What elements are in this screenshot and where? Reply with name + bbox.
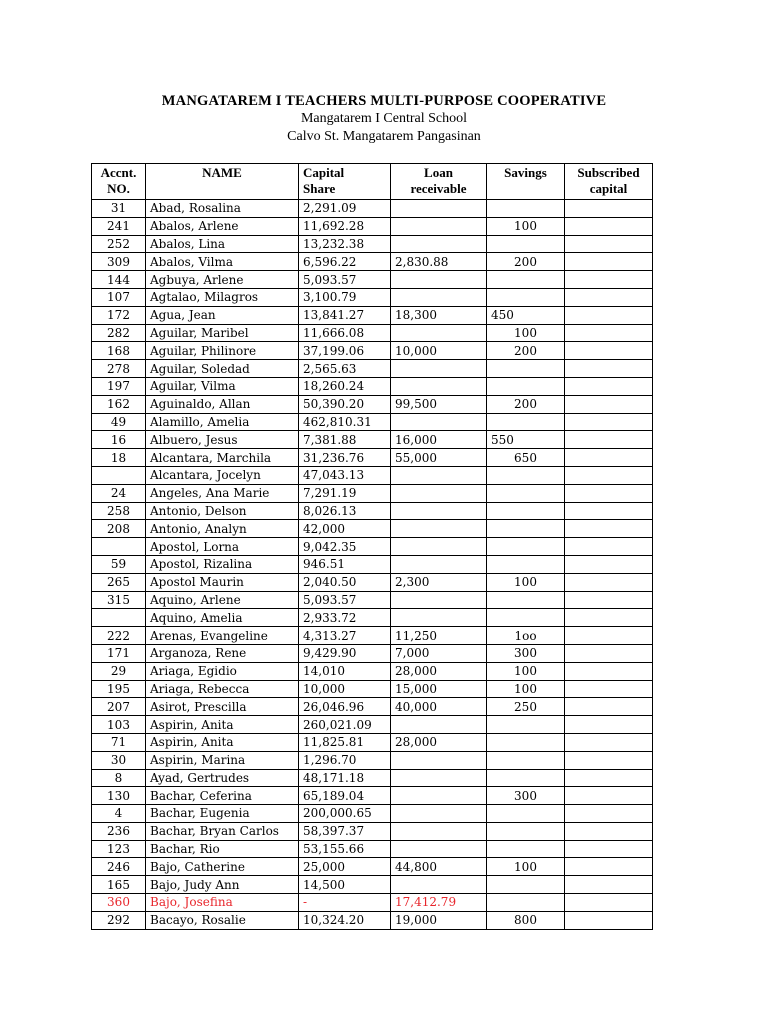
table-row [92,360,653,378]
member-name-cell: Ariaga, Rebecca [146,680,299,698]
table-row [92,431,653,449]
table-row [92,538,653,556]
member-name-cell: Alcantara, Marchila [146,449,299,467]
member-name-cell: Apostol, Lorna [146,538,299,556]
table-row [92,787,653,805]
loan-receivable-cell [391,413,487,431]
account-number-cell: 292 [92,911,146,929]
savings-cell: 100 [487,573,565,591]
member-name-cell: Aguilar, Vilma [146,377,299,395]
capital-share-cell: 37,199.06 [299,342,391,360]
member-name-cell: Antonio, Analyn [146,520,299,538]
table-row [92,911,653,929]
subscribed-capital-cell [565,573,653,591]
account-number-cell: 222 [92,627,146,645]
school-name: Mangatarem I Central School [300,111,467,126]
table-row [92,288,653,306]
loan-receivable-cell: 40,000 [391,698,487,716]
loan-receivable-cell [391,822,487,840]
capital-share-cell: 48,171.18 [299,769,391,787]
savings-cell [487,466,565,484]
capital-share-cell: 2,040.50 [299,573,391,591]
capital-share-cell: 10,324.20 [299,911,391,929]
table-row [92,609,653,627]
account-number-cell [92,538,146,556]
member-name-cell: Ariaga, Egidio [146,662,299,680]
table-row [92,306,653,324]
account-number-cell: 18 [92,449,146,467]
member-name-cell: Ayad, Gertrudes [146,769,299,787]
account-number-cell: 171 [92,644,146,662]
member-name-cell: Abalos, Vilma [146,253,299,271]
member-name-cell: Alamillo, Amelia [146,413,299,431]
loan-receivable-cell: 11,250 [391,627,487,645]
member-name-cell: Bajo, Judy Ann [146,876,299,894]
member-name-cell: Apostol, Rizalina [146,555,299,573]
capital-share-cell: 2,565.63 [299,360,391,378]
loan-receivable-cell [391,840,487,858]
loan-receivable-cell [391,271,487,289]
subscribed-capital-cell [565,253,653,271]
savings-cell [487,502,565,520]
subscribed-capital-cell [565,840,653,858]
member-name-cell: Agua, Jean [146,306,299,324]
subscribed-capital-cell [565,342,653,360]
subscribed-capital-cell [565,431,653,449]
capital-share-cell: 260,021.09 [299,716,391,734]
savings-cell [487,200,565,218]
members-table [91,163,653,930]
loan-receivable-cell [391,769,487,787]
loan-receivable-cell: 17,412.79 [391,894,487,912]
capital-share-cell: 11,825.81 [299,733,391,751]
member-name-cell: Aspirin, Marina [146,751,299,769]
table-row [92,680,653,698]
subscribed-capital-cell [565,324,653,342]
savings-cell [487,271,565,289]
table-row [92,644,653,662]
account-number-cell: 16 [92,431,146,449]
subscribed-capital-cell [565,822,653,840]
loan-receivable-cell [391,716,487,734]
table-row [92,484,653,502]
savings-cell: 450 [487,306,565,324]
subscribed-capital-cell [565,698,653,716]
account-number-cell: 208 [92,520,146,538]
member-name-cell: Aguilar, Soledad [146,360,299,378]
subscribed-capital-cell [565,662,653,680]
savings-cell: 550 [487,431,565,449]
capital-share-cell: 4,313.27 [299,627,391,645]
table-row [92,698,653,716]
account-number-cell: 197 [92,377,146,395]
savings-cell [487,288,565,306]
savings-cell: 100 [487,662,565,680]
subscribed-capital-cell [565,787,653,805]
loan-receivable-cell [391,288,487,306]
account-number-cell: 103 [92,716,146,734]
capital-share-cell: 200,000.65 [299,805,391,823]
savings-cell [487,538,565,556]
table-row [92,217,653,235]
savings-cell: 100 [487,858,565,876]
loan-receivable-cell: 28,000 [391,733,487,751]
loan-receivable-cell: 19,000 [391,911,487,929]
loan-receivable-cell [391,787,487,805]
account-number-cell: 282 [92,324,146,342]
account-number-cell: 246 [92,858,146,876]
account-number-cell [92,609,146,627]
savings-cell [487,413,565,431]
account-number-cell: 236 [92,822,146,840]
capital-share-cell: 9,042.35 [299,538,391,556]
account-number-cell: 309 [92,253,146,271]
table-row [92,840,653,858]
member-name-cell: Bachar, Eugenia [146,805,299,823]
capital-share-cell: 31,236.76 [299,449,391,467]
account-number-cell: 29 [92,662,146,680]
table-row [92,253,653,271]
table-row [92,413,653,431]
school-address: Calvo St. Mangatarem Pangasinan [287,129,481,144]
savings-cell [487,360,565,378]
subscribed-capital-cell [565,911,653,929]
subscribed-capital-cell [565,609,653,627]
loan-receivable-cell: 44,800 [391,858,487,876]
savings-cell [487,733,565,751]
account-number-cell: 165 [92,876,146,894]
loan-receivable-cell [391,235,487,253]
loan-receivable-cell: 2,830.88 [391,253,487,271]
subscribed-capital-cell [565,413,653,431]
member-name-cell: Bajo, Catherine [146,858,299,876]
capital-share-cell: 1,296.70 [299,751,391,769]
account-number-cell: 252 [92,235,146,253]
capital-share-cell: 11,666.08 [299,324,391,342]
loan-receivable-cell: 99,500 [391,395,487,413]
subscribed-capital-cell [565,502,653,520]
table-row [92,858,653,876]
savings-cell: 800 [487,911,565,929]
loan-receivable-cell: 15,000 [391,680,487,698]
subscribed-capital-cell [565,395,653,413]
account-number-cell: 24 [92,484,146,502]
account-number-cell: 241 [92,217,146,235]
capital-share-cell: - [299,894,391,912]
savings-cell [487,520,565,538]
account-number-cell: 162 [92,395,146,413]
member-name-cell: Bachar, Bryan Carlos [146,822,299,840]
capital-share-cell: 18,260.24 [299,377,391,395]
capital-share-cell: 946.51 [299,555,391,573]
table-row [92,324,653,342]
table-row [92,200,653,218]
member-name-cell: Albuero, Jesus [146,431,299,449]
loan-receivable-cell [391,502,487,520]
savings-cell [487,805,565,823]
member-name-cell: Aspirin, Anita [146,733,299,751]
table-row [92,342,653,360]
table-row [92,751,653,769]
loan-receivable-cell [391,876,487,894]
account-number-cell: 195 [92,680,146,698]
savings-cell: 100 [487,217,565,235]
member-name-cell: Bachar, Ceferina [146,787,299,805]
account-number-cell: 315 [92,591,146,609]
table-row [92,591,653,609]
subscribed-capital-cell [565,644,653,662]
loan-receivable-cell [391,520,487,538]
account-number-cell: 172 [92,306,146,324]
savings-cell [487,591,565,609]
capital-share-cell: 10,000 [299,680,391,698]
loan-receivable-cell: 16,000 [391,431,487,449]
capital-share-cell: 3,100.79 [299,288,391,306]
account-number-cell: 258 [92,502,146,520]
capital-share-cell: 53,155.66 [299,840,391,858]
loan-receivable-cell [391,751,487,769]
member-name-cell: Aspirin, Anita [146,716,299,734]
account-number-cell: 31 [92,200,146,218]
member-name-cell: Apostol Maurin [146,573,299,591]
member-name-cell: Arenas, Evangeline [146,627,299,645]
document-header [0,92,768,146]
savings-cell [487,716,565,734]
account-number-cell: 107 [92,288,146,306]
subscribed-capital-cell [565,716,653,734]
savings-cell: 200 [487,342,565,360]
subscribed-capital-cell [565,751,653,769]
member-name-cell: Bachar, Rio [146,840,299,858]
loan-receivable-cell: 18,300 [391,306,487,324]
savings-cell [487,876,565,894]
loan-receivable-cell: 2,300 [391,573,487,591]
capital-share-cell: 2,933.72 [299,609,391,627]
table-row [92,876,653,894]
account-number-cell: 144 [92,271,146,289]
member-name-cell: Alcantara, Jocelyn [146,466,299,484]
subscribed-capital-cell [565,449,653,467]
account-number-cell [92,466,146,484]
table-header-row [92,164,653,200]
table-row [92,716,653,734]
subscribed-capital-cell [565,271,653,289]
column-header-account-no: Accnt. NO. [92,164,146,200]
subscribed-capital-cell [565,680,653,698]
column-header-name: NAME [146,164,299,200]
capital-share-cell: 50,390.20 [299,395,391,413]
table-row [92,627,653,645]
capital-share-cell: 462,810.31 [299,413,391,431]
account-number-cell: 265 [92,573,146,591]
member-name-cell: Antonio, Delson [146,502,299,520]
savings-cell [487,894,565,912]
table-row [92,502,653,520]
capital-share-cell: 8,026.13 [299,502,391,520]
account-number-cell: 207 [92,698,146,716]
member-name-cell: Agbuya, Arlene [146,271,299,289]
subscribed-capital-cell [565,217,653,235]
savings-cell [487,235,565,253]
subscribed-capital-cell [565,200,653,218]
subscribed-capital-cell [565,306,653,324]
capital-share-cell: 42,000 [299,520,391,538]
savings-cell [487,555,565,573]
account-number-cell: 130 [92,787,146,805]
capital-share-cell: 9,429.90 [299,644,391,662]
loan-receivable-cell [391,538,487,556]
member-name-cell: Aquino, Arlene [146,591,299,609]
savings-cell: 300 [487,644,565,662]
loan-receivable-cell: 7,000 [391,644,487,662]
column-header-capital-share: Capital Share [299,164,391,200]
subscribed-capital-cell [565,858,653,876]
capital-share-cell: 6,596.22 [299,253,391,271]
column-header-savings: Savings [487,164,565,200]
table-row [92,769,653,787]
loan-receivable-cell: 10,000 [391,342,487,360]
subscribed-capital-cell [565,288,653,306]
subscribed-capital-cell [565,538,653,556]
member-name-cell: Abalos, Arlene [146,217,299,235]
capital-share-cell: 47,043.13 [299,466,391,484]
subscribed-capital-cell [565,805,653,823]
savings-cell: 300 [487,787,565,805]
savings-cell [487,609,565,627]
savings-cell [487,484,565,502]
member-name-cell: Bacayo, Rosalie [146,911,299,929]
capital-share-cell: 14,010 [299,662,391,680]
capital-share-cell: 14,500 [299,876,391,894]
savings-cell [487,751,565,769]
table-row [92,235,653,253]
member-name-cell: Asirot, Prescilla [146,698,299,716]
savings-cell: 250 [487,698,565,716]
table-row [92,377,653,395]
capital-share-cell: 58,397.37 [299,822,391,840]
table-row [92,733,653,751]
savings-cell [487,840,565,858]
capital-share-cell: 5,093.57 [299,591,391,609]
loan-receivable-cell [391,217,487,235]
capital-share-cell: 11,692.28 [299,217,391,235]
subscribed-capital-cell [565,466,653,484]
member-name-cell: Abad, Rosalina [146,200,299,218]
loan-receivable-cell [391,591,487,609]
account-number-cell: 168 [92,342,146,360]
savings-cell: 100 [487,324,565,342]
savings-cell [487,377,565,395]
member-name-cell: Agtalao, Milagros [146,288,299,306]
subscribed-capital-cell [565,894,653,912]
table-row [92,395,653,413]
subscribed-capital-cell [565,769,653,787]
table-row [92,822,653,840]
capital-share-cell: 7,291.19 [299,484,391,502]
account-number-cell: 59 [92,555,146,573]
loan-receivable-cell [391,324,487,342]
table-row [92,466,653,484]
loan-receivable-cell [391,555,487,573]
loan-receivable-cell [391,200,487,218]
account-number-cell: 71 [92,733,146,751]
account-number-cell: 30 [92,751,146,769]
capital-share-cell: 2,291.09 [299,200,391,218]
account-number-cell: 123 [92,840,146,858]
loan-receivable-cell [391,466,487,484]
account-number-cell: 8 [92,769,146,787]
savings-cell: 200 [487,395,565,413]
capital-share-cell: 13,232.38 [299,235,391,253]
table-row [92,662,653,680]
savings-cell: 1oo [487,627,565,645]
savings-cell [487,822,565,840]
loan-receivable-cell [391,609,487,627]
subscribed-capital-cell [565,360,653,378]
subscribed-capital-cell [565,876,653,894]
member-name-cell: Arganoza, Rene [146,644,299,662]
savings-cell [487,769,565,787]
table-row [92,271,653,289]
loan-receivable-cell: 55,000 [391,449,487,467]
savings-cell: 650 [487,449,565,467]
account-number-cell: 49 [92,413,146,431]
table-row [92,573,653,591]
subscribed-capital-cell [565,484,653,502]
loan-receivable-cell [391,805,487,823]
member-name-cell: Aguilar, Philinore [146,342,299,360]
table-row [92,894,653,912]
table-row [92,520,653,538]
column-header-subscribed-capital: Subscribed capital [565,164,653,200]
member-name-cell: Aguilar, Maribel [146,324,299,342]
table-row [92,805,653,823]
account-number-cell: 4 [92,805,146,823]
member-name-cell: Bajo, Josefina [146,894,299,912]
subscribed-capital-cell [565,733,653,751]
member-name-cell: Angeles, Ana Marie [146,484,299,502]
loan-receivable-cell [391,484,487,502]
savings-cell: 100 [487,680,565,698]
capital-share-cell: 25,000 [299,858,391,876]
subscribed-capital-cell [565,555,653,573]
capital-share-cell: 7,381.88 [299,431,391,449]
capital-share-cell: 13,841.27 [299,306,391,324]
subscribed-capital-cell [565,235,653,253]
table-row [92,449,653,467]
member-name-cell: Aguinaldo, Allan [146,395,299,413]
capital-share-cell: 26,046.96 [299,698,391,716]
capital-share-cell: 65,189.04 [299,787,391,805]
loan-receivable-cell [391,360,487,378]
member-name-cell: Abalos, Lina [146,235,299,253]
capital-share-cell: 5,093.57 [299,271,391,289]
savings-cell: 200 [487,253,565,271]
subscribed-capital-cell [565,627,653,645]
subscribed-capital-cell [565,520,653,538]
member-name-cell: Aquino, Amelia [146,609,299,627]
table-row [92,555,653,573]
account-number-cell: 360 [92,894,146,912]
document-title: MANGATAREM I TEACHERS MULTI-PURPOSE COOPERATIVE [161,93,607,109]
column-header-loan-receivable: Loan receivable [391,164,487,200]
account-number-cell: 278 [92,360,146,378]
subscribed-capital-cell [565,591,653,609]
loan-receivable-cell: 28,000 [391,662,487,680]
subscribed-capital-cell [565,377,653,395]
loan-receivable-cell [391,377,487,395]
